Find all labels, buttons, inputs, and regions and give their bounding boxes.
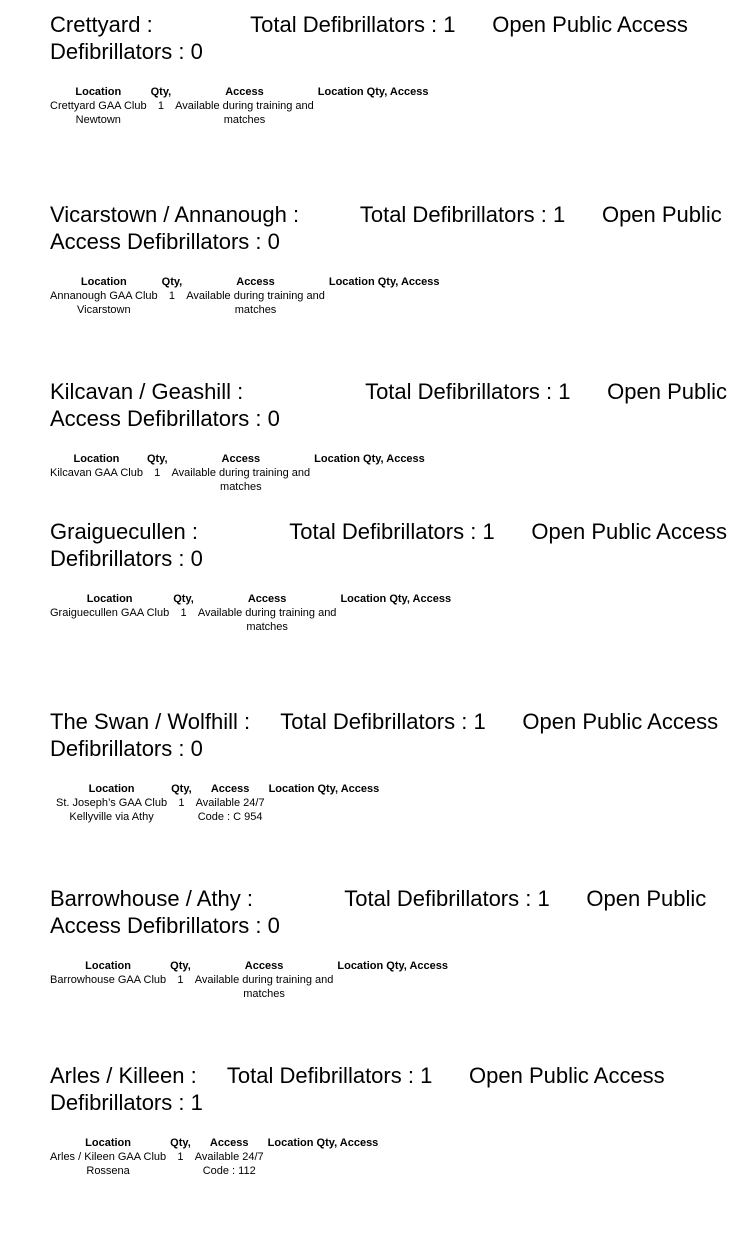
location-place: Vicarstown <box>77 304 131 316</box>
header-extra: Location Qty, Access <box>340 593 452 605</box>
heading-gap <box>153 12 250 37</box>
open-access-defibrillators: Open Public Access Defibrillators : 0 <box>50 709 719 761</box>
access-line-2: Code : C 954 <box>197 811 263 823</box>
access-cell <box>195 973 334 1001</box>
header-qty: Qty, <box>173 593 194 605</box>
qty-cell: 1 <box>178 797 185 809</box>
access-line-2: matches <box>234 304 277 316</box>
location-name: Annanough GAA Club <box>50 290 158 302</box>
open-access-defibrillators: Open Public Access Defibrillators : 0 <box>50 519 728 571</box>
heading-gap <box>432 1063 463 1088</box>
defibrillator-table <box>56 782 383 824</box>
access-cell <box>175 99 314 127</box>
empty-cell <box>264 1150 383 1178</box>
table-row <box>56 796 383 824</box>
location-name: St. Joseph’s GAA Club <box>56 797 168 809</box>
section-heading <box>50 11 740 65</box>
empty-cell <box>325 289 444 317</box>
location-name: Kilcavan GAA Club <box>50 467 143 479</box>
header-qty: Qty, <box>150 86 172 98</box>
area-name: Crettyard : <box>50 12 153 37</box>
section-heading <box>50 885 740 939</box>
header-access: Access <box>209 1137 249 1149</box>
defibrillator-table <box>50 275 444 317</box>
access-line-1: Available during training and <box>171 467 311 479</box>
access-line-2: matches <box>243 988 285 1000</box>
defibrillator-table <box>50 85 432 127</box>
header-extra: Location Qty, Access <box>268 783 380 795</box>
section-heading <box>50 201 740 255</box>
qty-cell: 1 <box>157 100 164 112</box>
heading-gap <box>456 12 487 37</box>
access-line-1: Available during training and <box>175 100 314 112</box>
open-access-defibrillators: Open Public Access Defibrillators : 0 <box>50 202 722 254</box>
header-extra: Location Qty, Access <box>328 276 440 288</box>
section-heading <box>50 378 740 432</box>
heading-gap <box>243 379 365 404</box>
area-name: Barrowhouse / Athy : <box>50 886 253 911</box>
table-header-row <box>50 85 432 99</box>
access-cell <box>186 289 325 317</box>
total-defibrillators: Total Defibrillators : 1 <box>280 709 486 734</box>
section-arles <box>50 1062 740 1178</box>
header-extra: Location Qty, Access <box>337 960 449 972</box>
location-cell <box>50 606 169 634</box>
table-header-row <box>50 1136 382 1150</box>
location-place: Kellyville via Athy <box>69 811 154 823</box>
header-access: Access <box>236 276 275 288</box>
table-row <box>50 973 452 1001</box>
heading-gap <box>550 886 581 911</box>
location-cell <box>50 973 166 1001</box>
total-defibrillators: Total Defibrillators : 1 <box>365 379 571 404</box>
table-header-row <box>50 452 429 466</box>
location-place: Rossena <box>86 1165 130 1177</box>
location-name: Crettyard GAA Club <box>50 100 147 112</box>
location-place: Newtown <box>75 114 121 126</box>
header-location: Location <box>75 86 122 98</box>
heading-gap <box>198 519 289 544</box>
heading-gap <box>570 379 601 404</box>
header-qty: Qty, <box>161 276 183 288</box>
table-header-row <box>50 592 455 606</box>
open-access-defibrillators: Open Public Access Defibrillators : 0 <box>50 12 688 64</box>
heading-gap <box>486 709 517 734</box>
access-line-2: matches <box>246 621 288 633</box>
access-cell <box>195 1150 264 1178</box>
location-cell <box>50 289 158 317</box>
access-cell <box>196 796 265 824</box>
header-access: Access <box>221 453 261 465</box>
total-defibrillators: Total Defibrillators : 1 <box>359 202 566 227</box>
heading-gap <box>253 886 344 911</box>
access-line-1: Available during training and <box>186 290 325 302</box>
qty-cell: 1 <box>177 974 184 986</box>
access-line-2: matches <box>220 481 262 493</box>
section-heading <box>50 708 740 762</box>
header-qty: Qty, <box>170 1137 191 1149</box>
qty-cell: 1 <box>154 467 161 479</box>
empty-cell <box>333 973 452 1001</box>
table-row <box>50 1150 382 1178</box>
header-location: Location <box>73 453 120 465</box>
section-vicarstown <box>50 201 740 317</box>
section-the-swan <box>50 708 740 824</box>
location-name: Graiguecullen GAA Club <box>50 607 170 619</box>
header-location: Location <box>85 1137 131 1149</box>
section-graiguecullen <box>50 518 740 634</box>
header-qty: Qty, <box>170 960 191 972</box>
access-cell <box>198 606 337 634</box>
total-defibrillators: Total Defibrillators : 1 <box>226 1063 433 1088</box>
heading-gap <box>197 1063 227 1088</box>
header-access: Access <box>225 86 264 98</box>
location-name: Arles / Kileen GAA Club <box>50 1151 167 1163</box>
header-extra: Location Qty, Access <box>317 86 429 98</box>
table-header-row <box>56 782 383 796</box>
qty-cell: 1 <box>168 290 175 302</box>
access-line-1: Available 24/7 <box>194 1151 264 1163</box>
heading-gap <box>495 519 526 544</box>
empty-cell <box>336 606 455 634</box>
section-heading <box>50 518 740 572</box>
table-row <box>50 466 429 494</box>
location-cell <box>50 99 147 127</box>
table-row <box>50 99 432 127</box>
location-name: Barrowhouse GAA Club <box>50 974 167 986</box>
open-access-defibrillators: Open Public Access Defibrillators : 0 <box>50 379 728 431</box>
header-access: Access <box>244 960 284 972</box>
open-access-defibrillators: Open Public Access Defibrillators : 1 <box>50 1063 665 1115</box>
total-defibrillators: Total Defibrillators : 1 <box>289 519 495 544</box>
area-name: Kilcavan / Geashill : <box>50 379 244 404</box>
defibrillator-table <box>50 1136 382 1178</box>
header-extra: Location Qty, Access <box>267 1137 379 1149</box>
total-defibrillators: Total Defibrillators : 1 <box>344 886 550 911</box>
table-header-row <box>50 275 444 289</box>
access-line-2: Code : 112 <box>202 1165 256 1177</box>
section-kilcavan <box>50 378 740 494</box>
section-barrowhouse <box>50 885 740 1001</box>
header-location: Location <box>80 276 127 288</box>
defibrillator-table <box>50 592 455 634</box>
header-location: Location <box>85 960 131 972</box>
qty-cell: 1 <box>180 607 187 619</box>
table-header-row <box>50 959 452 973</box>
open-access-defibrillators: Open Public Access Defibrillators : 0 <box>50 886 707 938</box>
access-cell <box>172 466 311 494</box>
section-heading <box>50 1062 740 1116</box>
header-qty: Qty, <box>146 453 168 465</box>
table-row <box>50 289 444 317</box>
empty-cell <box>265 796 384 824</box>
heading-gap <box>250 709 280 734</box>
empty-cell <box>314 99 433 127</box>
total-defibrillators: Total Defibrillators : 1 <box>250 12 456 37</box>
defibrillator-table <box>50 452 429 494</box>
heading-gap <box>299 202 360 227</box>
area-name: Vicarstown / Annanough : <box>50 202 300 227</box>
section-crettyard <box>50 11 740 127</box>
header-location: Location <box>88 783 135 795</box>
access-line-2: matches <box>223 114 266 126</box>
access-line-1: Available during training and <box>194 974 334 986</box>
qty-cell: 1 <box>177 1151 184 1163</box>
header-extra: Location Qty, Access <box>314 453 425 465</box>
table-row <box>50 606 455 634</box>
area-name: Arles / Killeen : <box>50 1063 197 1088</box>
empty-cell <box>310 466 429 494</box>
defibrillator-table <box>50 959 452 1001</box>
location-cell <box>56 796 167 824</box>
access-line-1: Available during training and <box>197 607 337 619</box>
location-cell <box>50 466 143 494</box>
location-cell <box>50 1150 166 1178</box>
area-name: The Swan / Wolfhill : <box>50 709 251 734</box>
access-line-1: Available 24/7 <box>195 797 265 809</box>
header-access: Access <box>247 593 287 605</box>
header-access: Access <box>210 783 250 795</box>
header-qty: Qty, <box>171 783 192 795</box>
area-name: Graiguecullen : <box>50 519 198 544</box>
header-location: Location <box>86 593 133 605</box>
heading-gap <box>565 202 596 227</box>
